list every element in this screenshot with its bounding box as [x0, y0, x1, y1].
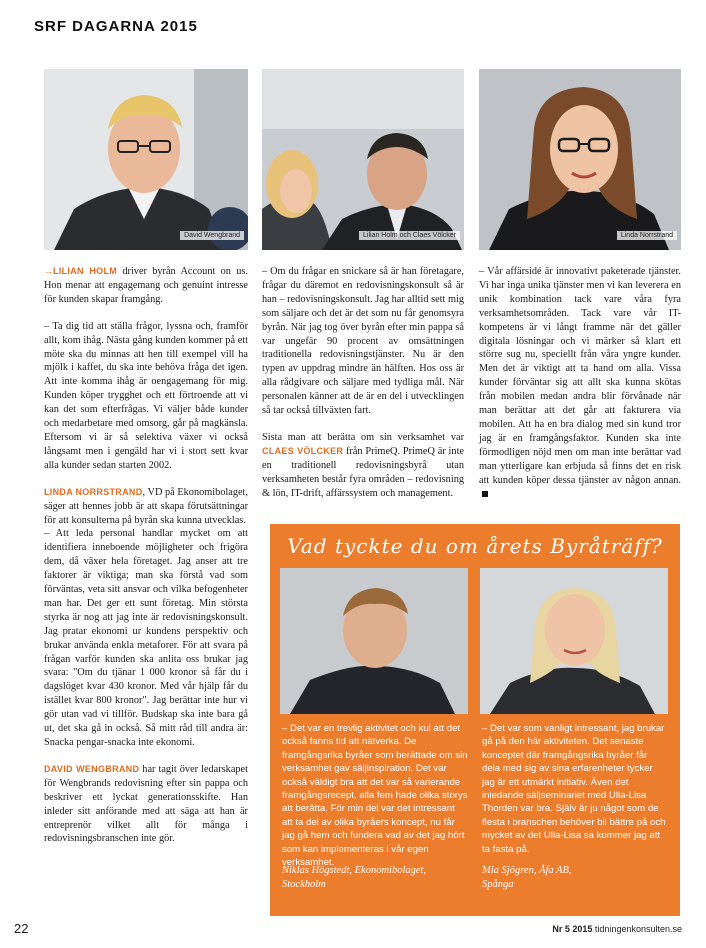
portrait-man-icon [44, 69, 248, 250]
article-column-1 [44, 265, 248, 846]
quote-right: – Det var som vanligt intressant, jag brukar gå på den här aktiviteten. Det senaste konceptet där framgångsrika byråer får dela med sig av sina erfarenheter tycker jag är ett utmärkt initiativ. Även det inledande säljseminariet med Ulla-Lisa Thorden var bra. Själv är ju något som de flesta i branschen behöver bli bättre på och mycket av det Ulla-Lisa sa kommer jag att ta fasta på. [482, 723, 666, 855]
end-mark-icon [482, 491, 488, 497]
section-title: SRF DAGARNA 2015 [34, 18, 198, 35]
david-intro: har tagit över ledarskapet för Wengbrands redovisning efter sin pappa och beskriver ett lyckat generationsskifte. Han inleder sitt anförande med att säga att han är entreprenör vilket allt för många i redovisningsbranschen inte gör. [44, 763, 248, 845]
paragraph: – Vår affärsidé är innovativt paketerade tjänster. Vi har inga unika tjänster men vi kan leverera en unik kombination tack vare våra fyra verksamhetsområden. Tack vare vår IT-kompetens är vi långt framme när det gäller digitala lösningar och vi märker så klart ett större sug nu, speciellt från våra yngre kunder. Men det är viktigt att ta hand om alla. Vissa kunder förväntar sig att allt ska kunna skötas från mobilen medan andra blir förvånade när man berättar att det går att fakturera via mobilen. Att ha en bra dialog med sin kund tror jag är en framgångsfaktor. Kunden ska inte förmodligen nöjd men om man inte berättar vad man ytterligare kan erbjuda så finns det en risk att kunden köper dessa tjänster av någon annan. [479, 266, 681, 486]
person-name-linda: LINDA NORRSTRAND [44, 486, 143, 497]
lilian-intro: driver byrån Account on us. Hon menar att engagemang och genuint intresse för kunden skapar framgång. [44, 266, 249, 305]
paragraph: – Ta dig tid att ställa frågor, lyssna och, framför allt, kom ihåg. Nästa gång kunden kommer på ett möte ska du minnas att hen till exempel vill ha mjölk i kaffet, du ska inte behöva fråga det igen. Att inte komma ihåg är oengagemang för mig. Kunden köper trygghet och ett förtroende att vi kan det som efterfrågas. Vi väljer både kunder och medarbetare med omsorg, går på magkänsla. Eftersom vi är så selektiva växer vi också långsamt men i gengäld har vi i stort sett kvar alla kunder sedan starten 2002. [44, 320, 248, 471]
photo-mia-sjogren [480, 568, 668, 714]
claes-pre: Sista man att berätta om sin verksamhet var [262, 431, 464, 443]
survey-title: Vad tyckte du om årets Byråträff? [287, 534, 663, 558]
signature-right [482, 864, 672, 892]
photo-linda-norrstrand [479, 69, 681, 250]
photo-david-wengbrand [44, 69, 248, 250]
photo-niklas-hogstedt [280, 568, 468, 714]
issue-year: 2015 [572, 924, 593, 934]
photo-lilian-claes [262, 69, 464, 250]
signature-name: Mia Sjögren, Åfa AB, [482, 865, 572, 876]
issue-label: Nr 5 [552, 924, 570, 934]
portrait-man-icon [280, 568, 468, 714]
signature-left [282, 864, 472, 892]
page-number: 22 [14, 921, 29, 936]
person-name-david: DAVID WENGBRAND [44, 763, 140, 774]
photo-caption: Linda Norrstrand [617, 231, 677, 240]
photo-caption: David Wengbrand [180, 231, 244, 240]
portrait-woman-icon [479, 69, 681, 250]
article-column-3 [479, 265, 681, 501]
signature-name: Niklas Högstedt, Ekonomibolaget, [282, 865, 427, 876]
signature-city: Spånga [482, 879, 514, 890]
person-name-lilian: LILIAN HOLM [53, 266, 118, 276]
paragraph: – Om du frågar en snickare så är han företagare, frågar du däremot en redovisningskonsult så är han – redovisningskonsult. Jag har alltid sett mig som säljare och det är det som nu får genomsyra byrån. När jag tog över byrån efter min pappa så var ungefär 90 procent av omsättningen traditionella redovisningstjänster. Nu är den typen av uppdrag mindre än hälften. Hos oss är alla rådgivare och säljare med tydliga mål. När personalen känner att de är en del i utvecklingen så tar också tillväxten fart. [262, 266, 464, 417]
quote-left: – Det var en trevlig aktivitet och kul att det också fanns tid att nätverka. De framgångsrika byråer som berättade om sin verksamhet gav säljinspiration. Det var också väldigt bra att det var så varierande framgångsrecept, alla fem hade olika storys att berätta. För min del var det intressant att ta del av olika byråers koncept, nu får jag gå hem och fundera vad av det jag hört som kan implementeras i vår egen verksamhet. [282, 723, 468, 869]
signature-city: Stockholm [282, 879, 326, 890]
article-column-2 [262, 265, 464, 501]
claes-post: från PrimeQ. PrimeQ är inte en traditionell redovisningsbyrå utan verksamheten består fyra områden – redovisning & lön, IT-drift, affärssystem och management. [262, 445, 464, 499]
site-url: tidningenkonsulten.se [594, 924, 682, 934]
paragraph: – Att leda personal handlar mycket om att identifiera inneboende möjligheter och frigöra dem, då växer hela företaget. Jag anser att tre faktorer är viktiga; man ska förstå vad som förväntas, veta sitt ansvar och vilka befogenheter man har. Det ger ett sunt företag. Min största styrka är nog att jag inte är redovisningskonsult. Jag pratar ekonomi ur kundens perspektiv och brukar använda enkla metaforer. För att svara på frågan varför kunden ska anlita oss brukar jag svara: "Om du tjänar 1 000 kronor så får du i dagslöget kvar 430 kronor. Med vår hjälp får du istället kvar 800 kronor". Jag berättar inte hur vi gör utan vad vi tillför. Budskap ska inte bara gå ut, det ska gå in också. Så mitt råd till andra är: Snacka pengar-snacka inte ekonomi. [44, 528, 248, 748]
portrait-woman-icon [480, 568, 668, 714]
lead-arrow: → [44, 266, 53, 276]
issue-info [552, 924, 682, 934]
linda-intro: , VD på Ekonomibolaget, säger att hennes jobb är att skapa förutsättningar för att konsulterna på byrån ska kunna utvecklas. [44, 486, 248, 526]
photo-caption: Lilian Holm och Claes Völcker [359, 231, 460, 240]
person-name-claes: CLAES VÖLCKER [262, 445, 344, 456]
survey-box [270, 524, 680, 916]
portrait-pair-icon [262, 69, 464, 250]
